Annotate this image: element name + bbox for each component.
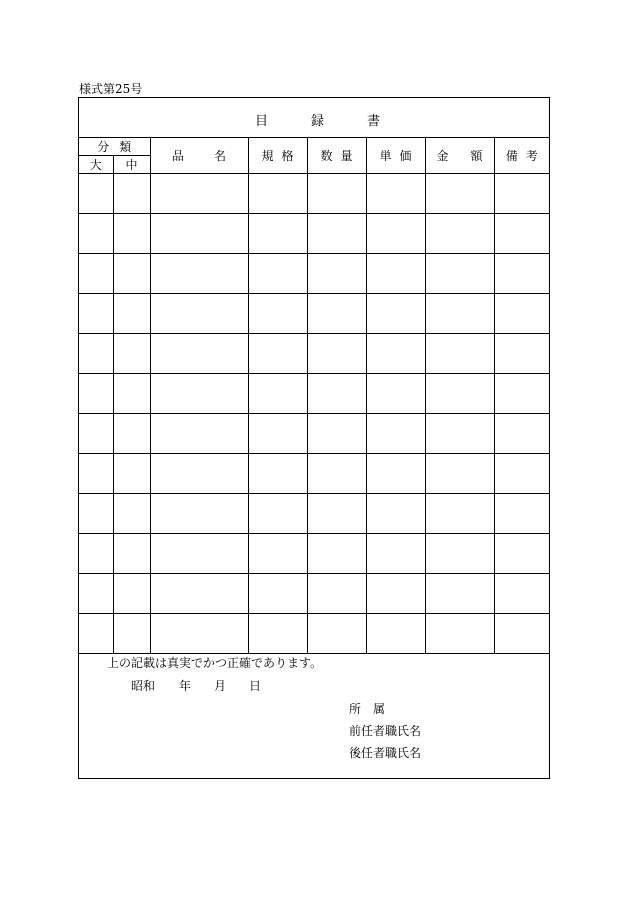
table-cell: [150, 494, 248, 534]
table-cell: [307, 494, 366, 534]
table-cell: [248, 574, 307, 614]
table-row: [79, 414, 549, 454]
table-cell: [366, 574, 425, 614]
table-cell: [425, 294, 494, 334]
table-cell: [494, 214, 549, 254]
table-cell: [425, 174, 494, 214]
header-quantity: 数 量: [307, 138, 366, 174]
table-cell: [150, 454, 248, 494]
table-cell: [150, 534, 248, 574]
table-cell: [366, 174, 425, 214]
table-row: [79, 294, 549, 334]
table-cell: [307, 534, 366, 574]
date-day: 日: [249, 679, 262, 693]
table-cell: [494, 494, 549, 534]
table-row: [79, 214, 549, 254]
table-cell: [113, 334, 150, 374]
table-cell: [494, 294, 549, 334]
table-row: [79, 254, 549, 294]
predecessor-name-label: 前任者職氏名: [349, 724, 422, 738]
table-row: [79, 454, 549, 494]
table-cell: [248, 374, 307, 414]
table-cell: [150, 414, 248, 454]
form-number: 様式第25号: [79, 82, 143, 96]
table-cell: [366, 294, 425, 334]
table-cell: [150, 374, 248, 414]
header-unit-price: 単 価: [366, 138, 425, 174]
table-cell: [307, 454, 366, 494]
table-cell: [248, 294, 307, 334]
title-char-2: 録: [311, 114, 325, 129]
table-cell: [79, 494, 113, 534]
successor-name-label: 後任者職氏名: [349, 746, 422, 760]
header-minor: 中: [113, 156, 150, 174]
table-cell: [425, 414, 494, 454]
table-cell: [366, 254, 425, 294]
table-cell: [494, 374, 549, 414]
table-cell: [150, 334, 248, 374]
table-cell: [79, 534, 113, 574]
table-row: [79, 374, 549, 414]
table-cell: [307, 414, 366, 454]
table-cell: [79, 374, 113, 414]
table-cell: [307, 294, 366, 334]
table-cell: [307, 574, 366, 614]
table-cell: [248, 454, 307, 494]
table-cell: [425, 454, 494, 494]
table-cell: [425, 214, 494, 254]
table-cell: [113, 214, 150, 254]
certification-statement: 上の記載は真実でかつ正確であります。: [107, 656, 323, 670]
table-cell: [248, 334, 307, 374]
table-cell: [366, 214, 425, 254]
table-cell: [248, 534, 307, 574]
table-cell: [113, 414, 150, 454]
table-row: [79, 574, 549, 614]
header-major: 大: [79, 156, 113, 174]
table-cell: [494, 574, 549, 614]
table-cell: [307, 254, 366, 294]
date-year: 年: [179, 679, 192, 693]
table-cell: [366, 374, 425, 414]
table-cell: [425, 374, 494, 414]
table-cell: [113, 174, 150, 214]
form-title: [79, 98, 549, 138]
table-cell: [425, 334, 494, 374]
table-cell: [113, 294, 150, 334]
table-cell: [248, 414, 307, 454]
inventory-form: [78, 97, 550, 779]
table-cell: [113, 454, 150, 494]
table-cell: [366, 334, 425, 374]
header-row: [79, 138, 549, 156]
table-cell: [248, 494, 307, 534]
table-row: [79, 534, 549, 574]
table-cell: [248, 254, 307, 294]
header-remarks: 備 考: [494, 138, 549, 174]
table-cell: [113, 254, 150, 294]
table-cell: [150, 214, 248, 254]
table-cell: [150, 574, 248, 614]
table-row: [79, 334, 549, 374]
table-cell: [79, 334, 113, 374]
table-cell: [79, 414, 113, 454]
table-cell: [366, 494, 425, 534]
table-cell: [307, 174, 366, 214]
table-cell: [366, 454, 425, 494]
table-cell: [494, 534, 549, 574]
header-category: 分 類: [79, 138, 150, 156]
date-month: 月: [214, 679, 227, 693]
table-cell: [307, 214, 366, 254]
header-item-name: 品 名: [150, 138, 248, 174]
inventory-table: [79, 138, 549, 654]
table-cell: [425, 254, 494, 294]
affiliation-char-2: 属: [373, 702, 386, 716]
table-cell: [150, 174, 248, 214]
table-cell: [79, 174, 113, 214]
table-cell: [79, 454, 113, 494]
table-cell: [248, 174, 307, 214]
table-cell: [494, 174, 549, 214]
affiliation-char-1: 所: [349, 702, 362, 716]
table-row: [79, 494, 549, 534]
table-cell: [79, 574, 113, 614]
table-cell: [79, 294, 113, 334]
certification-section: [79, 648, 549, 778]
table-cell: [494, 454, 549, 494]
table-cell: [79, 254, 113, 294]
table-cell: [366, 534, 425, 574]
table-cell: [79, 214, 113, 254]
table-cell: [113, 374, 150, 414]
header-spec: 規 格: [248, 138, 307, 174]
title-char-1: 目: [255, 114, 269, 129]
table-cell: [113, 574, 150, 614]
table-cell: [494, 334, 549, 374]
table-cell: [248, 214, 307, 254]
table-cell: [366, 414, 425, 454]
table-cell: [494, 414, 549, 454]
table-cell: [425, 494, 494, 534]
header-amount: 金 額: [425, 138, 494, 174]
table-cell: [425, 534, 494, 574]
date-era: 昭和: [131, 679, 156, 693]
table-cell: [150, 294, 248, 334]
table-row: [79, 174, 549, 214]
table-cell: [494, 254, 549, 294]
title-char-3: 書: [367, 114, 381, 129]
table-cell: [113, 494, 150, 534]
table-cell: [307, 334, 366, 374]
table-cell: [425, 574, 494, 614]
table-cell: [150, 254, 248, 294]
table-cell: [307, 374, 366, 414]
table-cell: [113, 534, 150, 574]
